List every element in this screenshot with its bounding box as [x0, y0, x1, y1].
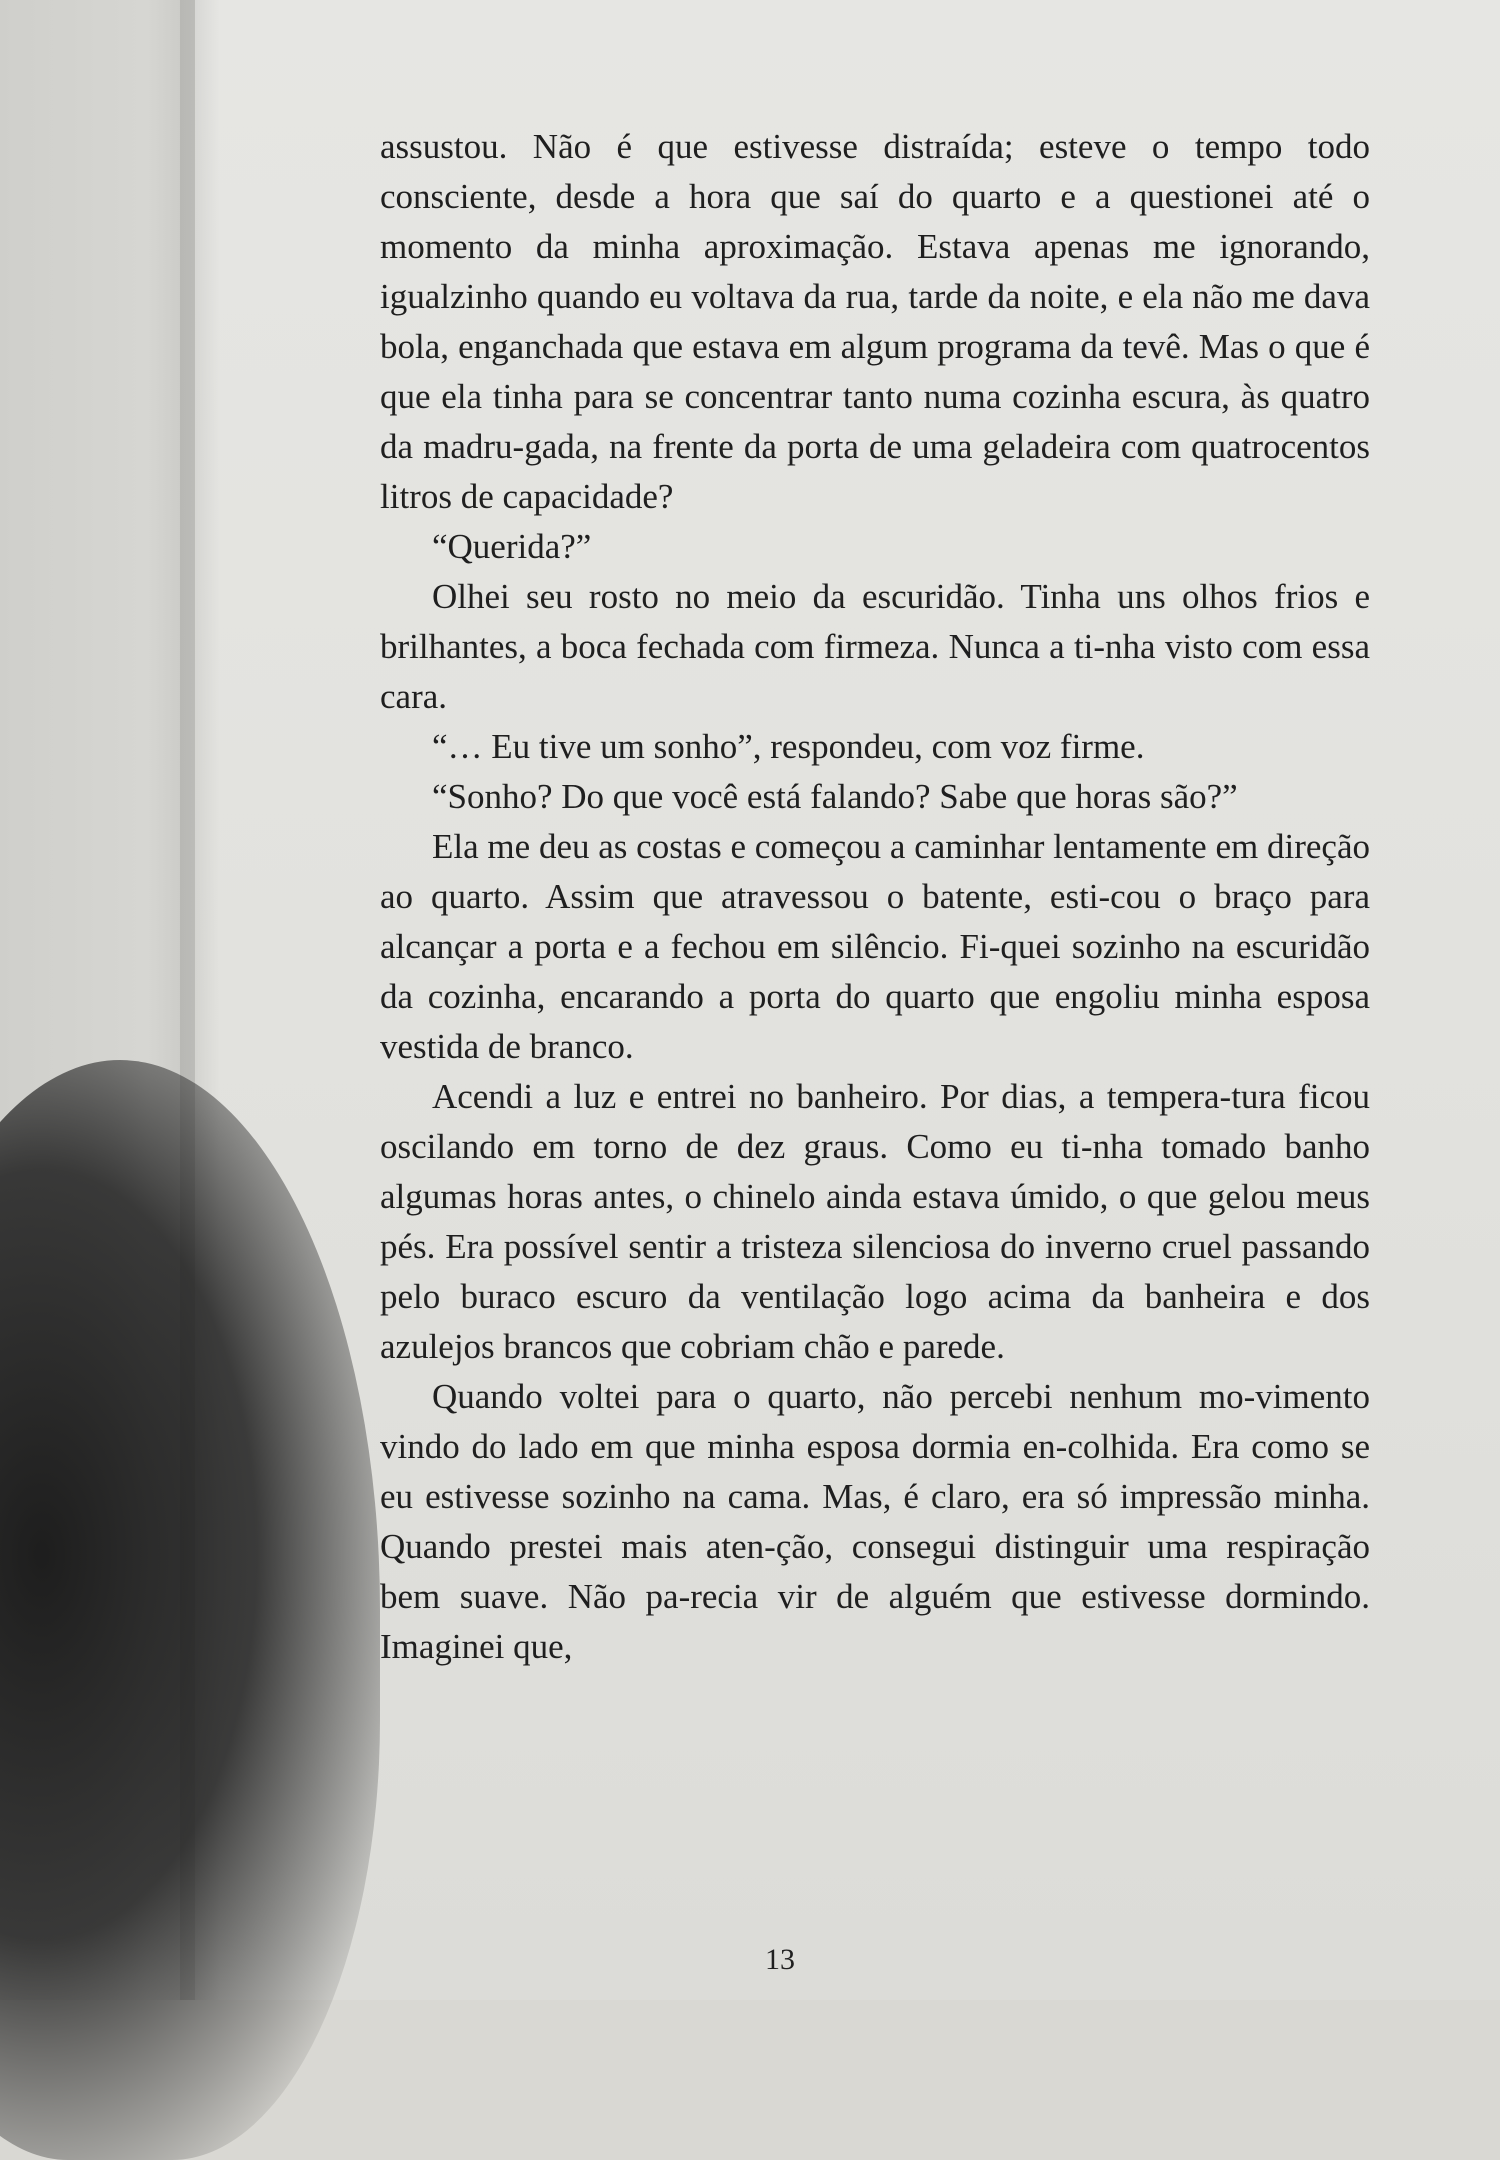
paragraph-7: Acendi a luz e entrei no banheiro. Por dias, a tempera-tura ficou oscilando em torno de dez graus. Como eu ti-nha tomado banho algumas horas antes, o chinelo ainda estava úmido, o que gelou meus pés. Era possível sentir a tristeza silenciosa do inverno cruel passando pelo buraco escuro da ventilação logo acima da banheira e dos azulejos brancos que cobriam chão e parede.	[380, 1077, 1370, 1366]
paragraph-4: “… Eu tive um sonho”, respondeu, com voz firme.	[432, 727, 1145, 766]
paragraph-2: “Querida?”	[432, 527, 592, 566]
page-text-block	[380, 122, 1370, 1672]
paragraph-3: Olhei seu rosto no meio da escuridão. Tinha uns olhos frios e brilhantes, a boca fechada com firmeza. Nunca a ti-nha visto com essa cara.	[380, 577, 1370, 716]
paragraph-5: “Sonho? Do que você está falando? Sabe que horas são?”	[432, 777, 1238, 816]
paragraph-6: Ela me deu as costas e começou a caminhar lentamente em direção ao quarto. Assim que atravessou o batente, esti-cou o braço para alcançar a porta e a fechou em silêncio. Fi-quei sozinho na escuridão da cozinha, encarando a porta do quarto que engoliu minha esposa vestida de branco.	[380, 827, 1370, 1066]
paragraph-8: Quando voltei para o quarto, não percebi nenhum mo-vimento vindo do lado em que minha esposa dormia en-colhida. Era como se eu estivesse sozinho na cama. Mas, é claro, era só impressão minha. Quando prestei mais aten-ção, consegui distinguir uma respiração bem suave. Não pa-recia vir de alguém que estivesse dormindo. Imaginei que,	[380, 1377, 1370, 1666]
page-number: 13	[765, 1943, 795, 1976]
paragraph-1: assustou. Não é que estivesse distraída; esteve o tempo todo consciente, desde a hora que saí do quarto e a questionei até o momento da minha aproximação. Estava apenas me ignorando, igualzinho quando eu voltava da rua, tarde da noite, e ela não me dava bola, enganchada que estava em algum programa da tevê. Mas o que é que ela tinha para se concentrar tanto numa cozinha escura, às quatro da madru-gada, na frente da porta de uma geladeira com quatrocentos litros de capacidade?	[380, 127, 1370, 516]
